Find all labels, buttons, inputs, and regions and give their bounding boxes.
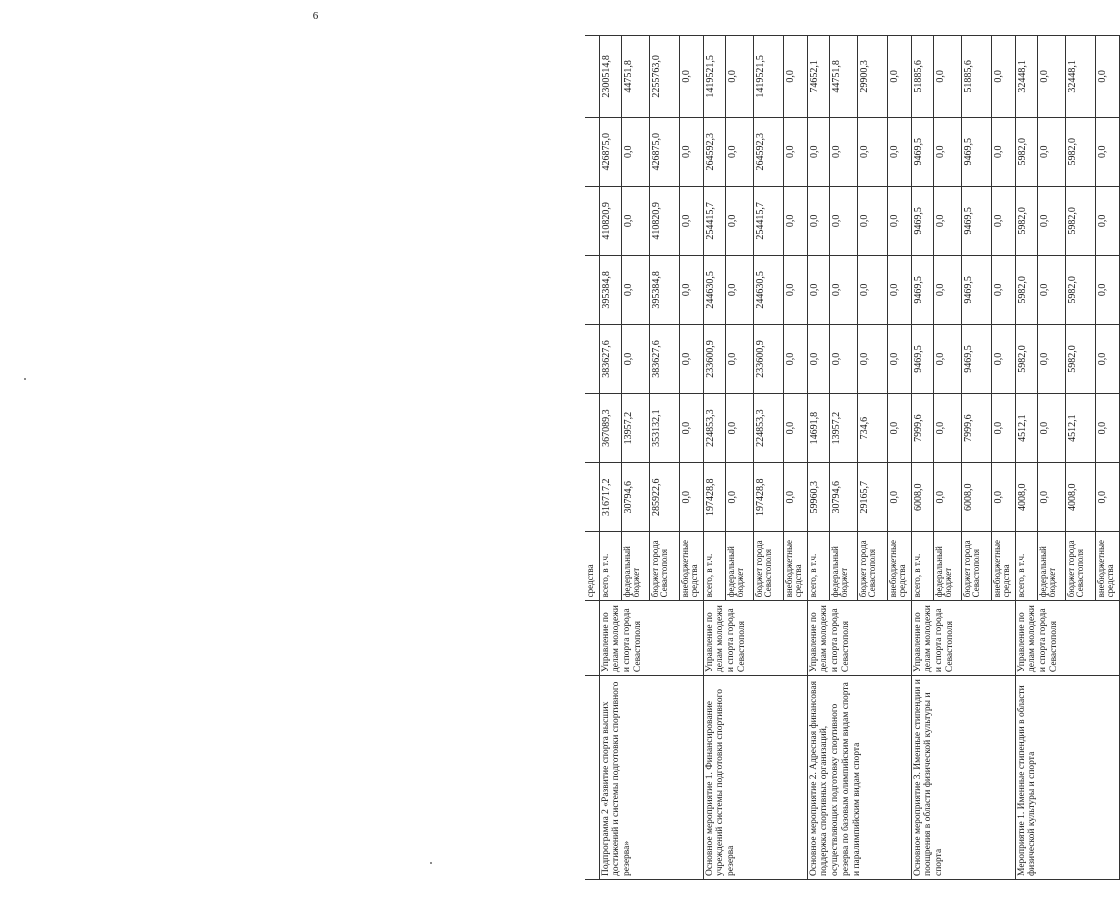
year-value-cell: 0,0 [829, 255, 857, 324]
total-value-cell: 29900,3 [857, 36, 887, 118]
year-value-cell: 7999,6 [961, 394, 991, 463]
year-value-cell: 5982,0 [1065, 117, 1095, 186]
year-value-cell: 13957,2 [621, 394, 649, 463]
year-value-cell: 5982,0 [1065, 255, 1095, 324]
year-value-cell: 0,0 [1037, 324, 1065, 393]
year-value-cell: 254415,7 [703, 186, 725, 255]
year-value-cell: 0,0 [1095, 117, 1119, 186]
program-name-cell: Подпрограмма 2 «Развитие спорта высших достижений и системы подготовки спортивного резерва» [599, 676, 703, 880]
total-value-cell: 1419521,5 [753, 36, 783, 118]
executor-cell: Управление по делам молодежи и спорта города Севастополя [599, 601, 703, 676]
total-value-cell: 0,0 [725, 36, 753, 118]
source-cell: всего, в т.ч. [911, 532, 933, 601]
total-value-cell: 0,0 [933, 36, 961, 118]
year-value-cell: 0,0 [933, 117, 961, 186]
source-cell: внебюджетные средства [679, 532, 703, 601]
year-value-cell: 0,0 [1037, 186, 1065, 255]
total-value-cell: 0,0 [887, 36, 911, 118]
table-body [585, 36, 1119, 880]
table-row [911, 36, 933, 880]
program-name-cell: Мероприятие 1. Именные стипендии в области физической культуры и спорта [1015, 676, 1119, 880]
year-value-cell: 0,0 [933, 255, 961, 324]
source-cell: бюджет города Севастополя [961, 532, 991, 601]
year-value-cell: 29165,7 [857, 463, 887, 532]
year-value-cell: 197428,8 [703, 463, 725, 532]
year-value-cell: 244630,5 [703, 255, 725, 324]
year-value-cell: 6008,0 [911, 463, 933, 532]
year-value-cell: 426875,0 [599, 117, 621, 186]
year-value-cell: 30794,6 [829, 463, 857, 532]
year-value-cell: 0,0 [887, 255, 911, 324]
executor-cell: Управление по делам молодежи и спорта города Севастополя [911, 601, 1015, 676]
year-value-cell: 9469,5 [961, 117, 991, 186]
year-value-cell: 0,0 [679, 255, 703, 324]
year-value-cell: 9469,5 [961, 255, 991, 324]
source-cell: всего, в т.ч. [703, 532, 725, 601]
total-value-cell: 1419521,5 [703, 36, 725, 118]
year-value-cell: 4512,1 [1065, 394, 1095, 463]
total-value-cell: 0,0 [783, 36, 807, 118]
year-value-cell: 395384,8 [599, 255, 621, 324]
year-value-cell: 0,0 [725, 117, 753, 186]
total-value-cell: 74652,1 [807, 36, 829, 118]
year-value-cell: 0,0 [887, 394, 911, 463]
year-value-cell: 0,0 [1037, 463, 1065, 532]
year-value-cell: 0,0 [1095, 186, 1119, 255]
year-value-cell: 0,0 [621, 255, 649, 324]
year-value-cell: 5982,0 [1015, 324, 1037, 393]
year-value-cell: 0,0 [829, 186, 857, 255]
year-value-cell: 0,0 [783, 255, 807, 324]
year-value-cell: 0,0 [783, 463, 807, 532]
year-value-cell: 0,0 [991, 255, 1015, 324]
executor-cell: Управление по делам молодежи и спорта города Севастополя [703, 601, 807, 676]
year-value-cell: 197428,8 [753, 463, 783, 532]
year-value-cell: 0,0 [725, 394, 753, 463]
year-value-cell: 0,0 [933, 324, 961, 393]
year-value-cell: 7999,6 [911, 394, 933, 463]
year-value-cell: 0,0 [991, 394, 1015, 463]
year-value-cell: 0,0 [991, 463, 1015, 532]
program-name-cell: Основное мероприятие 2. Адресная финансовая поддержка спортивных организаций, осуществляющих подготовку спортивного резерва по базовым олимпийским видам спорта и паралимпийским видам спорта [807, 676, 911, 880]
source-cell: бюджет города Севастополя [857, 532, 887, 601]
year-value-cell: 5982,0 [1015, 186, 1037, 255]
total-value-cell: 0,0 [1095, 36, 1119, 118]
year-value-cell: 0,0 [1037, 394, 1065, 463]
year-value-cell: 0,0 [1095, 463, 1119, 532]
total-value-cell: 32448,1 [1015, 36, 1037, 118]
year-value-cell: 244630,5 [753, 255, 783, 324]
year-value-cell: 0,0 [725, 463, 753, 532]
year-value-cell: 0,0 [725, 255, 753, 324]
source-cell: всего, в т.ч. [1015, 532, 1037, 601]
year-value-cell: 0,0 [783, 394, 807, 463]
year-value-cell: 4008,0 [1065, 463, 1095, 532]
year-value-cell: 0,0 [679, 394, 703, 463]
year-value-cell: 5982,0 [1065, 186, 1095, 255]
year-value-cell: 0,0 [887, 463, 911, 532]
year-value-cell: 5982,0 [1015, 255, 1037, 324]
year-value-cell: 0,0 [679, 186, 703, 255]
total-value-cell: 51885,6 [961, 36, 991, 118]
year-value-cell: 0,0 [887, 186, 911, 255]
year-value-cell: 383627,6 [649, 324, 679, 393]
year-value-cell: 0,0 [807, 186, 829, 255]
year-value-cell: 0,0 [725, 324, 753, 393]
year-value-cell: 0,0 [857, 255, 887, 324]
year-value-cell: 383627,6 [599, 324, 621, 393]
year-value-cell: 59960,3 [807, 463, 829, 532]
year-value-cell: 395384,8 [649, 255, 679, 324]
year-value-cell: 0,0 [807, 324, 829, 393]
total-value-cell: 51885,6 [911, 36, 933, 118]
year-value-cell: 0,0 [679, 463, 703, 532]
year-value-cell: 6008,0 [961, 463, 991, 532]
total-value-cell: 44751,8 [829, 36, 857, 118]
year-value-cell: 0,0 [783, 186, 807, 255]
table-row [703, 36, 725, 880]
year-value-cell: 233600,9 [703, 324, 725, 393]
source-cell: внебюджетные средства [887, 532, 911, 601]
year-value-cell: 0,0 [857, 186, 887, 255]
total-value-cell: 2300514,8 [599, 36, 621, 118]
source-cell: федеральный бюджет [829, 532, 857, 601]
table-row [599, 36, 621, 880]
year-value-cell: 233600,9 [753, 324, 783, 393]
year-value-cell: 254415,7 [753, 186, 783, 255]
year-value-cell: 4008,0 [1015, 463, 1037, 532]
scan-speck [24, 378, 26, 380]
year-value-cell: 0,0 [621, 117, 649, 186]
year-value-cell: 0,0 [725, 186, 753, 255]
program-name-cell: Основное мероприятие 3. Именные стипендии и поощрения в области физической культуры и спорта [911, 676, 1015, 880]
year-value-cell: 224853,3 [703, 394, 725, 463]
year-value-cell: 0,0 [933, 394, 961, 463]
source-cell: федеральный бюджет [621, 532, 649, 601]
year-value-cell: 5982,0 [1065, 324, 1095, 393]
total-value-cell: 0,0 [991, 36, 1015, 118]
table-row [1015, 36, 1037, 880]
year-value-cell: 410820,9 [649, 186, 679, 255]
total-value-cell: 32448,1 [1065, 36, 1095, 118]
year-value-cell: 0,0 [621, 324, 649, 393]
year-value-cell: 13957,2 [829, 394, 857, 463]
year-value-cell: 0,0 [933, 186, 961, 255]
year-value-cell: 0,0 [1037, 117, 1065, 186]
year-value-cell: 0,0 [621, 186, 649, 255]
program-name-cell: Основное мероприятие 1. Финансирование учреждений системы подготовки спортивного резерва [703, 676, 807, 880]
year-value-cell: 9469,5 [911, 117, 933, 186]
year-value-cell: 9469,5 [911, 255, 933, 324]
year-value-cell: 0,0 [679, 117, 703, 186]
year-value-cell: 9469,5 [961, 186, 991, 255]
source-cell: всего, в т.ч. [599, 532, 621, 601]
year-value-cell: 0,0 [887, 324, 911, 393]
total-value-cell: 2255763,0 [649, 36, 679, 118]
year-value-cell: 410820,9 [599, 186, 621, 255]
year-value-cell: 0,0 [1095, 255, 1119, 324]
source-cell: федеральный бюджет [933, 532, 961, 601]
budget-table-rotated [585, 35, 1115, 880]
year-value-cell: 264592,3 [753, 117, 783, 186]
year-value-cell: 264592,3 [703, 117, 725, 186]
source-cell: федеральный бюджет [1037, 532, 1065, 601]
year-value-cell: 9469,5 [911, 324, 933, 393]
source-cell: бюджет города Севастополя [649, 532, 679, 601]
year-value-cell: 5982,0 [1015, 117, 1037, 186]
year-value-cell: 0,0 [829, 324, 857, 393]
year-value-cell: 353132,1 [649, 394, 679, 463]
year-value-cell: 14691,8 [807, 394, 829, 463]
total-value-cell: 0,0 [1037, 36, 1065, 118]
budget-table [585, 35, 1120, 880]
year-value-cell: 4512,1 [1015, 394, 1037, 463]
year-value-cell: 367089,3 [599, 394, 621, 463]
year-value-cell: 0,0 [807, 255, 829, 324]
year-value-cell: 30794,6 [621, 463, 649, 532]
year-value-cell: 0,0 [933, 463, 961, 532]
year-value-cell: 0,0 [1095, 394, 1119, 463]
year-value-cell: 0,0 [1095, 324, 1119, 393]
total-value-cell: 44751,8 [621, 36, 649, 118]
year-value-cell: 224853,3 [753, 394, 783, 463]
table-row-continued [585, 36, 599, 880]
source-cell: средства [585, 532, 599, 601]
year-value-cell: 426875,0 [649, 117, 679, 186]
source-cell: бюджет города Севастополя [753, 532, 783, 601]
source-cell: внебюджетные средства [783, 532, 807, 601]
source-cell: бюджет города Севастополя [1065, 532, 1095, 601]
scan-speck [430, 862, 432, 864]
page-number: 6 [312, 10, 319, 22]
year-value-cell: 0,0 [679, 324, 703, 393]
source-cell: всего, в т.ч. [807, 532, 829, 601]
year-value-cell: 0,0 [783, 117, 807, 186]
year-value-cell: 0,0 [857, 117, 887, 186]
year-value-cell: 316717,2 [599, 463, 621, 532]
year-value-cell: 9469,5 [961, 324, 991, 393]
source-cell: федеральный бюджет [725, 532, 753, 601]
year-value-cell: 0,0 [887, 117, 911, 186]
executor-cell: Управление по делам молодежи и спорта города Севастополя [807, 601, 911, 676]
year-value-cell: 734,6 [857, 394, 887, 463]
year-value-cell: 0,0 [807, 117, 829, 186]
year-value-cell: 0,0 [991, 117, 1015, 186]
year-value-cell: 0,0 [857, 324, 887, 393]
year-value-cell: 0,0 [991, 324, 1015, 393]
year-value-cell: 9469,5 [911, 186, 933, 255]
source-cell: внебюджетные средства [1095, 532, 1119, 601]
year-value-cell: 0,0 [1037, 255, 1065, 324]
year-value-cell: 0,0 [783, 324, 807, 393]
total-value-cell: 0,0 [679, 36, 703, 118]
year-value-cell: 285922,6 [649, 463, 679, 532]
year-value-cell: 0,0 [991, 186, 1015, 255]
executor-cell: Управление по делам молодежи и спорта города Севастополя [1015, 601, 1119, 676]
source-cell: внебюджетные средства [991, 532, 1015, 601]
year-value-cell: 0,0 [829, 117, 857, 186]
table-row [807, 36, 829, 880]
